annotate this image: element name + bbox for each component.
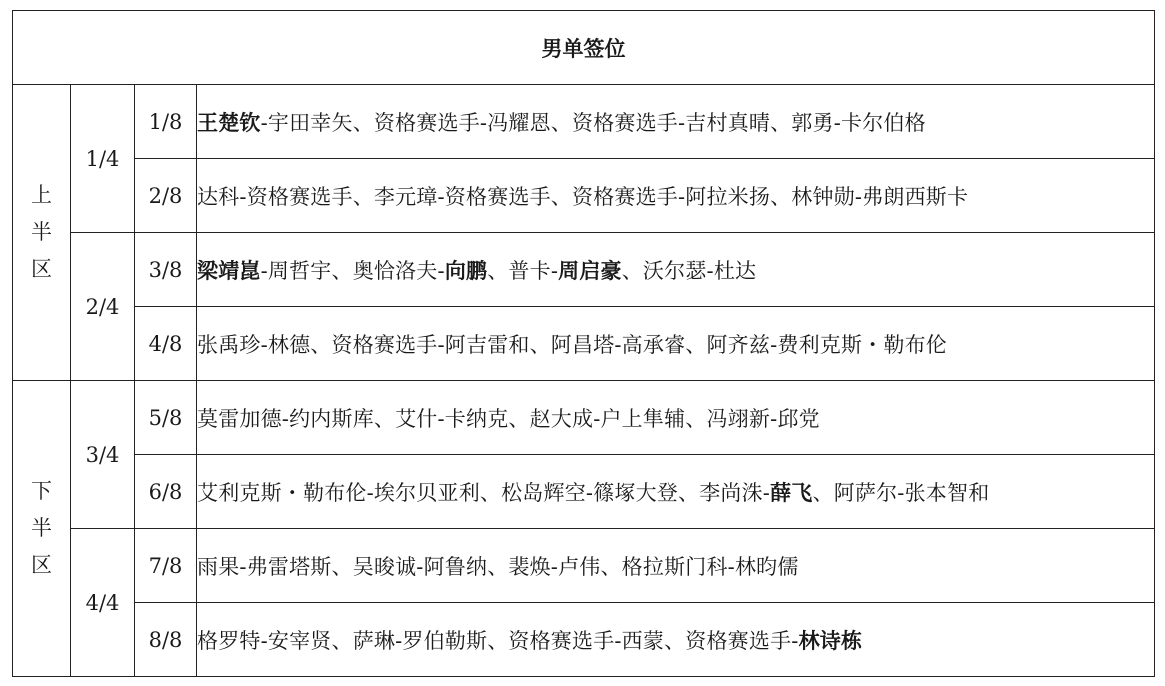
section-players bbox=[197, 455, 1155, 529]
page-title: 男单签位 bbox=[13, 11, 1155, 85]
quarter-label: 1/4 bbox=[71, 85, 135, 233]
quarter-label: 3/4 bbox=[71, 381, 135, 529]
eighth-label: 8/8 bbox=[135, 603, 197, 677]
half-label-char: 上 bbox=[31, 183, 52, 207]
eighth-label: 1/8 bbox=[135, 85, 197, 159]
highlighted-player: 王楚钦 bbox=[197, 109, 261, 135]
player-text: 艾利克斯・勒布伦-埃尔贝亚利、松岛辉空-篠塚大登、李尚洙- bbox=[197, 480, 771, 505]
highlighted-player: 林诗栋 bbox=[798, 627, 863, 653]
player-text: 达科-资格赛选手、李元璋-资格赛选手、资格赛选手-阿拉米扬、林钟勋-弗朗西斯卡 bbox=[197, 184, 969, 209]
eighth-label: 5/8 bbox=[135, 381, 197, 455]
table-row bbox=[13, 307, 1155, 381]
section-players bbox=[197, 159, 1155, 233]
title-row bbox=[13, 11, 1155, 85]
player-text: 、普卡- bbox=[487, 258, 559, 283]
player-text: 格罗特-安宰贤、萨琳-罗伯勒斯、资格赛选手-西蒙、资格赛选手- bbox=[197, 628, 799, 653]
eighth-label: 7/8 bbox=[135, 529, 197, 603]
section-players bbox=[197, 233, 1155, 307]
half-label-char: 下 bbox=[31, 479, 52, 503]
half-label-char: 区 bbox=[31, 553, 52, 577]
player-text: -宇田幸矢、资格赛选手-冯耀恩、资格赛选手-吉村真晴、郭勇-卡尔伯格 bbox=[260, 110, 926, 135]
section-players bbox=[197, 381, 1155, 455]
highlighted-player: 薛飞 bbox=[770, 479, 813, 505]
quarter-label: 4/4 bbox=[71, 529, 135, 677]
player-text: 莫雷加德-约内斯库、艾什-卡纳克、赵大成-户上隼辅、冯翊新-邱党 bbox=[197, 406, 820, 431]
highlighted-player: 梁靖崑 bbox=[197, 257, 261, 283]
half-label-char: 半 bbox=[31, 220, 52, 244]
table-row bbox=[13, 381, 1155, 455]
half-label-char: 区 bbox=[31, 257, 52, 281]
player-text: 、阿萨尔-张本智和 bbox=[812, 480, 990, 505]
eighth-label: 4/8 bbox=[135, 307, 197, 381]
half-label-char: 半 bbox=[31, 516, 52, 540]
table-row bbox=[13, 85, 1155, 159]
highlighted-player: 向鹏 bbox=[444, 257, 488, 283]
half-label-bottom bbox=[13, 381, 71, 677]
player-text: 、沃尔瑟-杜达 bbox=[621, 258, 757, 283]
table-row bbox=[13, 159, 1155, 233]
player-text: 雨果-弗雷塔斯、吴晙诚-阿鲁纳、裴焕-卢伟、格拉斯门科-林昀儒 bbox=[197, 554, 799, 579]
table-row bbox=[13, 455, 1155, 529]
table-row bbox=[13, 603, 1155, 677]
section-players bbox=[197, 603, 1155, 677]
highlighted-player: 周启豪 bbox=[558, 257, 622, 283]
eighth-label: 2/8 bbox=[135, 159, 197, 233]
eighth-label: 6/8 bbox=[135, 455, 197, 529]
player-text: -周哲宇、奥恰洛夫- bbox=[260, 258, 445, 283]
table-row bbox=[13, 233, 1155, 307]
quarter-label: 2/4 bbox=[71, 233, 135, 381]
eighth-label: 3/8 bbox=[135, 233, 197, 307]
table-row bbox=[13, 529, 1155, 603]
section-players bbox=[197, 307, 1155, 381]
draw-table bbox=[12, 10, 1155, 677]
player-text: 张禹珍-林德、资格赛选手-阿吉雷和、阿昌塔-高承睿、阿齐兹-费利克斯・勒布伦 bbox=[197, 332, 947, 357]
half-label-top bbox=[13, 85, 71, 381]
section-players bbox=[197, 529, 1155, 603]
section-players bbox=[197, 85, 1155, 159]
